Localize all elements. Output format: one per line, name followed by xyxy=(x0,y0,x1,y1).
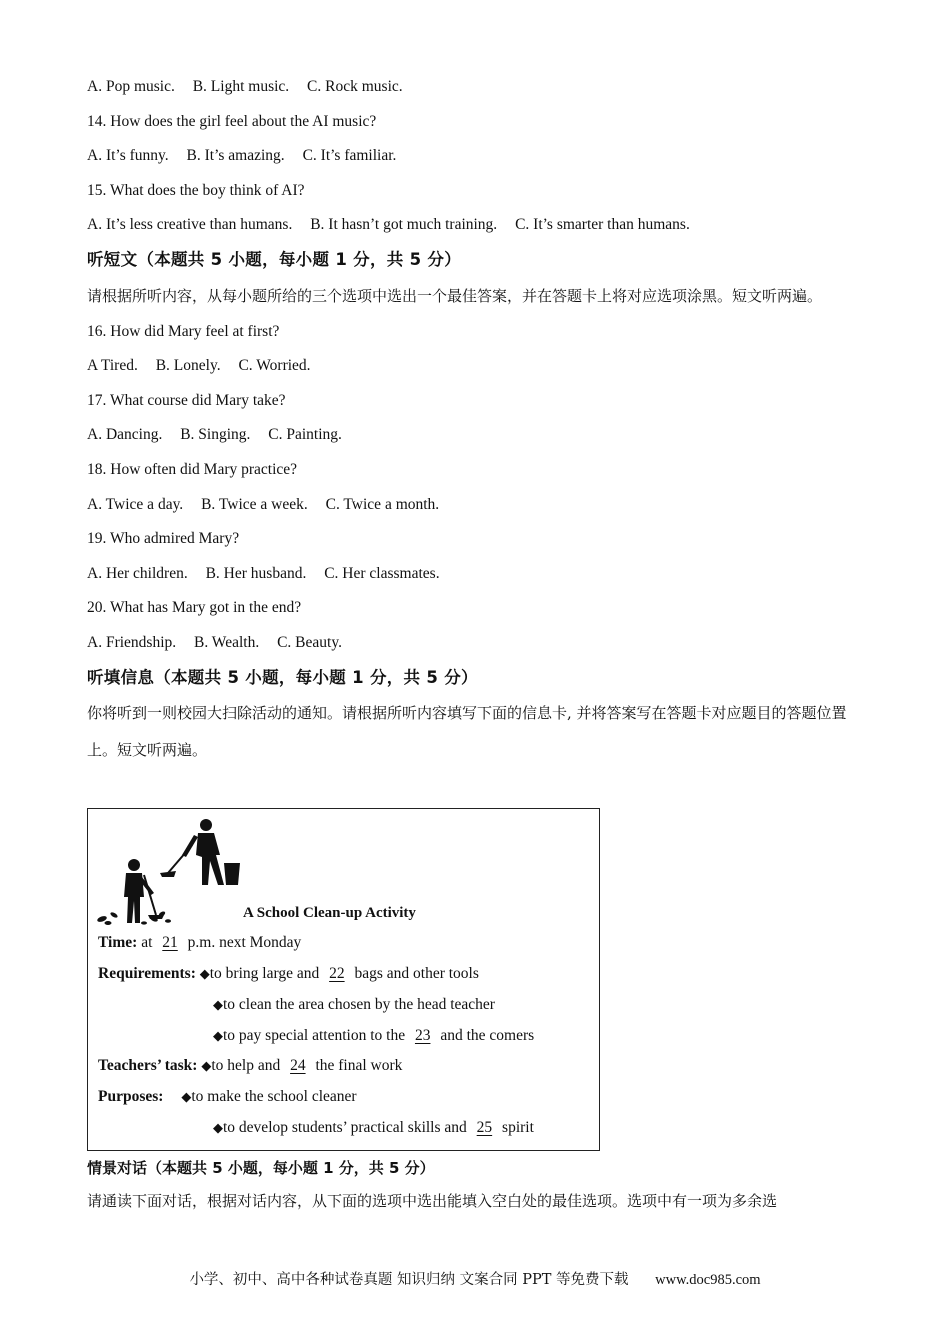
card-teachers-row xyxy=(98,1057,402,1075)
section-heading-fill: 听填信息（本题共 5 小题，每小题 1 分，共 5 分） xyxy=(87,667,478,687)
option: B. Twice a week. xyxy=(201,495,308,513)
q13-options xyxy=(87,70,867,105)
footer-url[interactable]: www.doc985.com xyxy=(655,1272,761,1288)
card-purposes-row xyxy=(98,1088,357,1106)
option: B. Her husband. xyxy=(205,564,307,582)
option: A. Her children. xyxy=(87,564,188,582)
q19-options xyxy=(87,557,867,592)
option: C. It’s familiar. xyxy=(302,147,397,165)
option: A. Pop music. xyxy=(87,78,175,95)
q18-question: 18. How often did Mary practice? xyxy=(87,460,298,478)
option: C. Twice a month. xyxy=(325,495,440,513)
q20-question: 20. What has Mary got in the end? xyxy=(87,599,302,617)
req1-pre: to bring large and xyxy=(209,965,320,982)
purpose2-pre: to develop students’ practical skills and xyxy=(223,1119,467,1136)
req2-text: to clean the area chosen by the head teacher xyxy=(223,996,495,1013)
q17-options xyxy=(87,418,867,453)
option: C. Rock music. xyxy=(307,78,403,95)
option: B. Wealth. xyxy=(194,633,260,651)
q15-options xyxy=(87,208,867,243)
q15-question: 15. What does the boy think of AI? xyxy=(87,181,305,199)
section-heading-short: 听短文（本题共 5 小题，每小题 1 分，共 5 分） xyxy=(87,249,462,269)
card-req3-row xyxy=(213,1027,534,1045)
q20-options xyxy=(87,626,867,661)
blank-25: 25 xyxy=(476,1119,493,1136)
q14-options xyxy=(87,139,867,174)
page-footer xyxy=(0,1268,950,1289)
blank-24: 24 xyxy=(290,1057,306,1074)
bullet-diamond-icon: ◆ xyxy=(213,1029,223,1044)
section-instruction-dialog: 请通读下面对话，根据对话内容，从下面的选项中选出能填入空白处的最佳选项。选项中有一项为多余选 xyxy=(87,1192,778,1210)
purpose1-text: to make the school cleaner xyxy=(191,1088,357,1105)
q14-question: 14. How does the girl feel about the AI music? xyxy=(87,112,377,130)
option: B. It hasn’t got much training. xyxy=(310,216,498,234)
option: C. Beauty. xyxy=(277,633,342,651)
option: C. Painting. xyxy=(268,426,342,444)
card-title: A School Clean-up Activity xyxy=(243,905,416,921)
card-time-row xyxy=(98,934,301,952)
q16-question: 16. How did Mary feel at first? xyxy=(87,322,280,340)
card-purpose2-row xyxy=(213,1119,534,1137)
q19-question: 19. Who admired Mary? xyxy=(87,530,240,548)
purposes-label: Purposes: xyxy=(98,1088,164,1105)
req3-pre: to pay special attention to the xyxy=(223,1027,406,1044)
option: B. Light music. xyxy=(192,78,290,95)
purpose2-post: spirit xyxy=(502,1119,534,1136)
option: A. Friendship. xyxy=(87,633,177,651)
option: C. Worried. xyxy=(238,357,311,375)
q18-options xyxy=(87,488,867,523)
bullet-diamond-icon: ◆ xyxy=(213,1121,223,1136)
time-label: Time: xyxy=(98,934,138,951)
option: A. It’s funny. xyxy=(87,147,169,165)
section-heading-dialog: 情景对话（本题共 5 小题，每小题 1 分，共 5 分） xyxy=(87,1159,435,1177)
bullet-diamond-icon: ◆ xyxy=(181,1090,192,1105)
teachers-label: Teachers’ task: xyxy=(98,1057,198,1074)
bullet-diamond-icon: ◆ xyxy=(201,1059,212,1074)
option: A. Twice a day. xyxy=(87,495,184,513)
q17-question: 17. What course did Mary take? xyxy=(87,391,286,409)
blank-23: 23 xyxy=(414,1027,431,1044)
section-instruction-short: 请根据所听内容，从每小题所给的三个选项中选出一个最佳答案，并在答题卡上将对应选项涂黑。短文听两遍。 xyxy=(87,286,823,305)
blank-22: 22 xyxy=(329,965,345,982)
task-post: the final work xyxy=(315,1057,403,1074)
option: B. It’s amazing. xyxy=(186,147,285,165)
document-body xyxy=(87,70,867,769)
bullet-diamond-icon: ◆ xyxy=(213,998,223,1013)
option: A. Dancing. xyxy=(87,426,163,444)
option: B. Lonely. xyxy=(155,357,221,375)
bullet-diamond-icon: ◆ xyxy=(199,967,210,982)
req3-post: and the comers xyxy=(440,1027,535,1044)
option: A Tired. xyxy=(87,357,138,375)
time-pre: at xyxy=(141,934,153,951)
option: B. Singing. xyxy=(180,426,251,444)
info-card xyxy=(87,808,600,1151)
time-post: p.m. next Monday xyxy=(187,934,302,951)
card-req2-row xyxy=(213,996,495,1014)
option: C. Her classmates. xyxy=(324,564,440,582)
blank-21: 21 xyxy=(162,934,178,951)
footer-text: 小学、初中、高中各种试卷真题 知识归纳 文案合同 PPT 等免费下载 xyxy=(189,1272,629,1288)
dialog-section xyxy=(87,1153,867,1220)
option: A. It’s less creative than humans. xyxy=(87,216,293,234)
q16-options xyxy=(87,349,867,384)
card-requirements-row xyxy=(98,965,479,983)
cleaning-people-icon xyxy=(96,815,246,930)
option: C. It’s smarter than humans. xyxy=(515,216,690,234)
section-instruction-fill: 你将听到一则校园大扫除活动的通知。请根据所听内容填写下面的信息卡, 并将答案写在答题卡对应题目的答题位置上。短文听两遍。 xyxy=(87,704,847,760)
req1-post: bags and other tools xyxy=(354,965,479,982)
requirements-label: Requirements: xyxy=(98,965,196,982)
task-pre: to help and xyxy=(211,1057,281,1074)
